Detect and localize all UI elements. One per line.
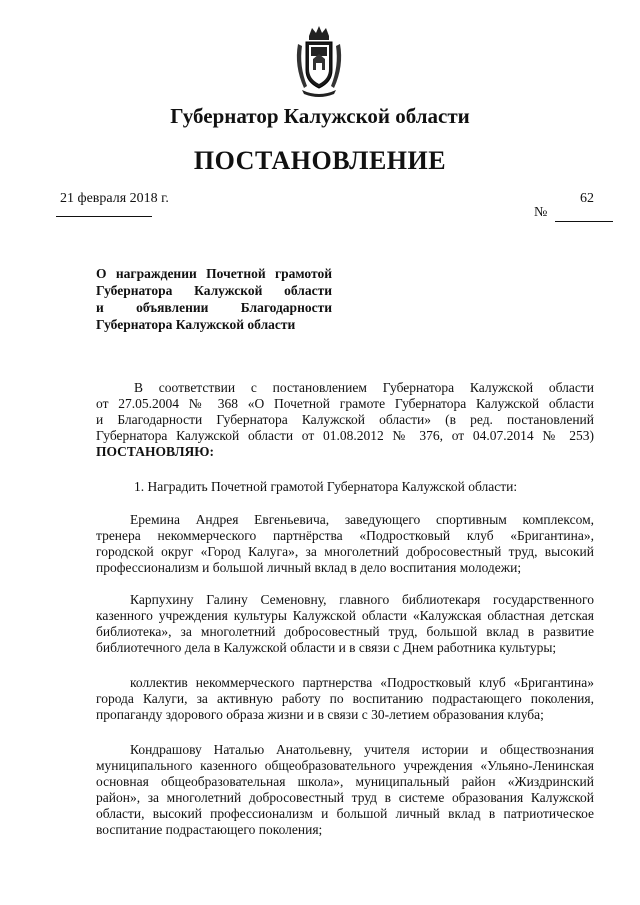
awardee-paragraph xyxy=(96,675,594,723)
number-sign: № xyxy=(534,205,548,220)
date-underline xyxy=(56,216,152,217)
awardee-line: район», за многолетний добросовестный труд в системе образования Калужской xyxy=(96,790,594,805)
awardee-line: области, высокий профессионализм и большой личный вклад в патриотическое xyxy=(96,806,594,821)
document-number: 62 xyxy=(580,191,594,206)
awardee-line: пропаганду здорового образа жизни и в связи с 30-летием образования клуба; xyxy=(96,707,544,722)
document-type-title: ПОСТАНОВЛЕНИЕ xyxy=(193,146,447,175)
item-1-heading xyxy=(96,479,594,495)
preamble-line: Губернатора Калужской области от 01.08.2012 № 376, от 04.07.2014 № 253) xyxy=(96,428,594,443)
subject-line: Губернатора Калужской области xyxy=(96,283,332,298)
awardee-line: города Калуги, за активную работу по воспитанию подрастающего поколения, xyxy=(96,691,594,706)
awardee-paragraph xyxy=(96,592,594,656)
awardee-line: воспитание подрастающего поколения; xyxy=(96,822,323,837)
awardee-line: профессионализм и большой личный вклад в дело воспитания молодежи; xyxy=(96,560,522,575)
document-date: 21 февраля 2018 г. xyxy=(60,191,169,206)
awardee-line: коллектив некоммерческого партнерства «Подростковый клуб «Бригантина» xyxy=(130,675,594,690)
subject-line: Губернатора Калужской области xyxy=(96,317,296,332)
item-1-text: 1. Наградить Почетной грамотой Губернатора Калужской области: xyxy=(134,479,518,494)
awardee-paragraph xyxy=(96,512,594,576)
awardee-line: Еремина Андрея Евгеньевича, заведующего спортивным комплексом, xyxy=(130,512,594,527)
number-underline xyxy=(555,221,613,222)
preamble-paragraph xyxy=(96,380,594,460)
awardee-line: тренера некоммерческого партнёрства «Подростковый клуб «Бригантина», xyxy=(96,528,594,543)
decree-word: ПОСТАНОВЛЯЮ: xyxy=(96,444,214,459)
awardee-line: казенного учреждения культуры Калужской области «Калужская областная детская xyxy=(96,608,594,623)
authority-title: Губернатор Калужской области xyxy=(170,104,470,128)
preamble-line: и Благодарности Губернатора Калужской области» (в ред. постановлений xyxy=(96,412,594,427)
subject-line: О награждении Почетной грамотой xyxy=(96,266,332,281)
awardee-line: основная общеобразовательная школа», муниципальный район «Жиздринский xyxy=(96,774,594,789)
awardee-line: городской округ «Город Калуга», за многолетний добросовестный труд, высокий xyxy=(96,544,594,559)
preamble-line: В соответствии с постановлением Губернатора Калужской области xyxy=(134,380,594,395)
subject-line: и объявлении Благодарности xyxy=(96,300,332,315)
awardee-line: библиотечного дела в Калужской области и в связи с Днем работника культуры; xyxy=(96,640,557,655)
awardee-line: Кондрашову Наталью Анатольевну, учителя истории и обществознания xyxy=(130,742,594,757)
document-subject xyxy=(96,265,332,333)
awardee-line: библиотека», за многолетний добросовестный труд, большой вклад в развитие xyxy=(96,624,594,639)
awardee-line: Карпухину Галину Семеновну, главного библиотекаря государственного xyxy=(130,592,594,607)
coat-of-arms-icon xyxy=(294,26,344,98)
awardee-line: муниципального казенного общеобразовательного учреждения «Ульяно-Ленинская xyxy=(96,758,594,773)
preamble-line: от 27.05.2004 № 368 «О Почетной грамоте Губернатора Калужской области xyxy=(96,396,594,411)
awardee-paragraph xyxy=(96,742,594,838)
